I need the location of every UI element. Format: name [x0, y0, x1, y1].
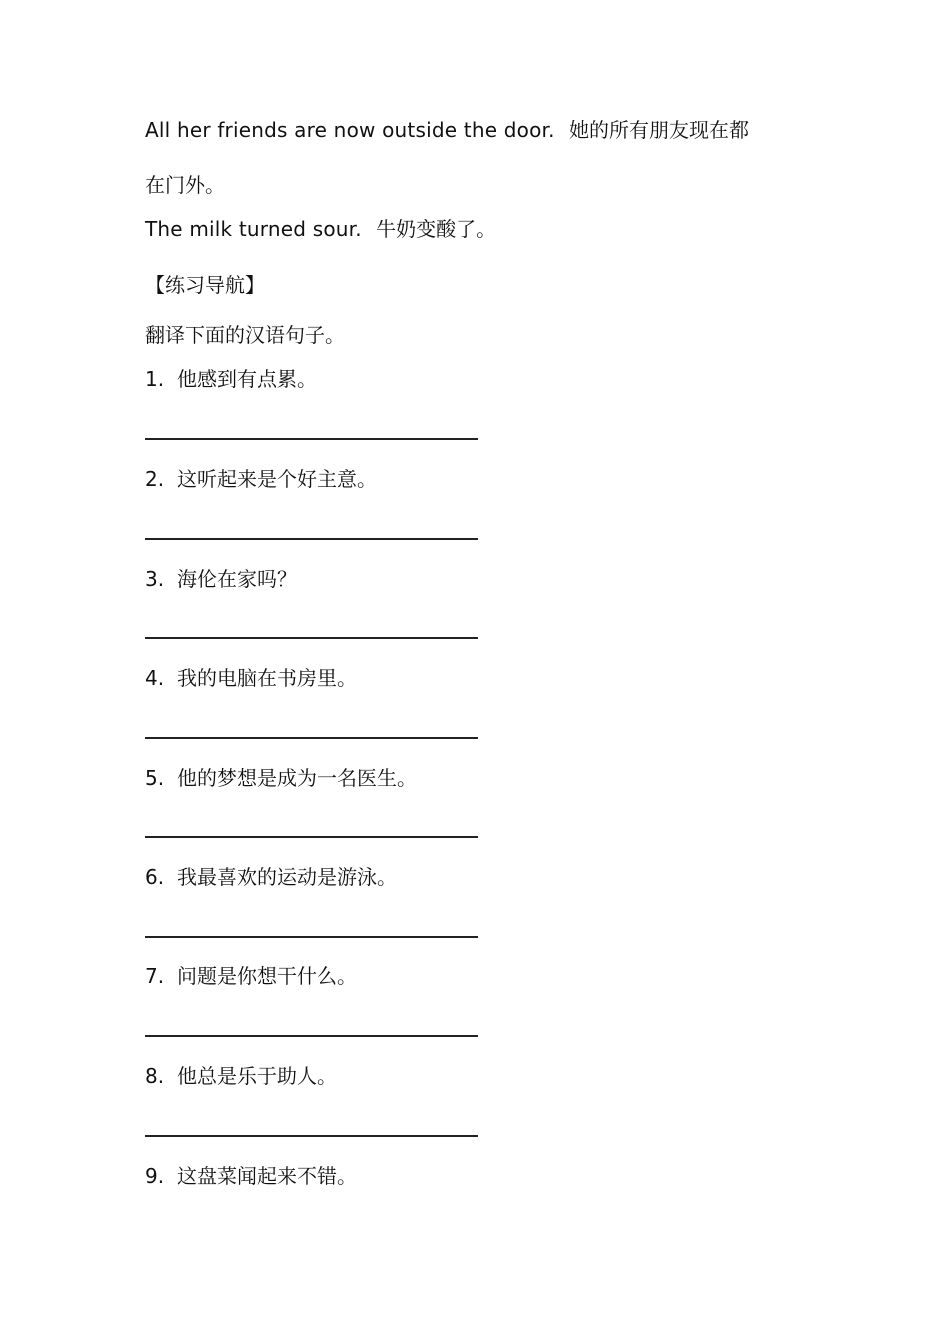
exercise-prompt: 我的电脑在书房里。 [177, 666, 357, 690]
exercise-number: 8. [145, 1064, 165, 1088]
exercise-number: 3. [145, 567, 165, 591]
example-2-line [145, 216, 496, 242]
section-instruction: 翻译下面的汉语句子。 [145, 323, 345, 347]
exercise-prompt: 他感到有点累。 [177, 367, 317, 391]
exercise-item [145, 864, 397, 890]
exercise-prompt: 我最喜欢的运动是游泳。 [177, 865, 397, 889]
exercise-prompt: 海伦在家吗？ [177, 567, 297, 591]
exercise-prompt: 这听起来是个好主意。 [177, 467, 377, 491]
answer-blank-8[interactable] [145, 1135, 478, 1137]
answer-blank-4[interactable] [145, 737, 478, 739]
exercise-item [145, 566, 297, 592]
example-2-chinese: 牛奶变酸了。 [376, 217, 497, 241]
exercise-item [145, 366, 317, 392]
example-1-chinese-part1: 她的所有朋友现在都 [569, 118, 750, 142]
example-1-english: All her friends are now outside the door. [145, 118, 555, 142]
exercise-item [145, 1063, 337, 1089]
exercise-number: 6. [145, 865, 165, 889]
exercise-number: 2. [145, 467, 165, 491]
exercise-prompt: 问题是你想干什么。 [177, 964, 357, 988]
example-1-chinese-part2: 在门外。 [145, 173, 225, 197]
exercise-item [145, 1163, 357, 1189]
answer-blank-5[interactable] [145, 836, 478, 838]
answer-blank-6[interactable] [145, 936, 478, 938]
answer-blank-2[interactable] [145, 538, 478, 540]
exercise-item [145, 665, 357, 691]
answer-blank-1[interactable] [145, 438, 478, 440]
section-heading: 【练习导航】 [145, 273, 265, 297]
exercise-item [145, 765, 417, 791]
example-1-line-1 [145, 117, 749, 143]
exercise-prompt: 他总是乐于助人。 [177, 1064, 337, 1088]
exercise-number: 1. [145, 367, 165, 391]
example-1-line-2 [145, 172, 225, 198]
example-2-english: The milk turned sour. [145, 217, 362, 241]
exercise-item [145, 963, 357, 989]
exercise-number: 9. [145, 1164, 165, 1188]
exercise-item [145, 466, 377, 492]
exercise-number: 5. [145, 766, 165, 790]
exercise-number: 4. [145, 666, 165, 690]
answer-blank-3[interactable] [145, 637, 478, 639]
exercise-number: 7. [145, 964, 165, 988]
answer-blank-7[interactable] [145, 1035, 478, 1037]
exercise-prompt: 他的梦想是成为一名医生。 [177, 766, 417, 790]
exercise-prompt: 这盘菜闻起来不错。 [177, 1164, 357, 1188]
